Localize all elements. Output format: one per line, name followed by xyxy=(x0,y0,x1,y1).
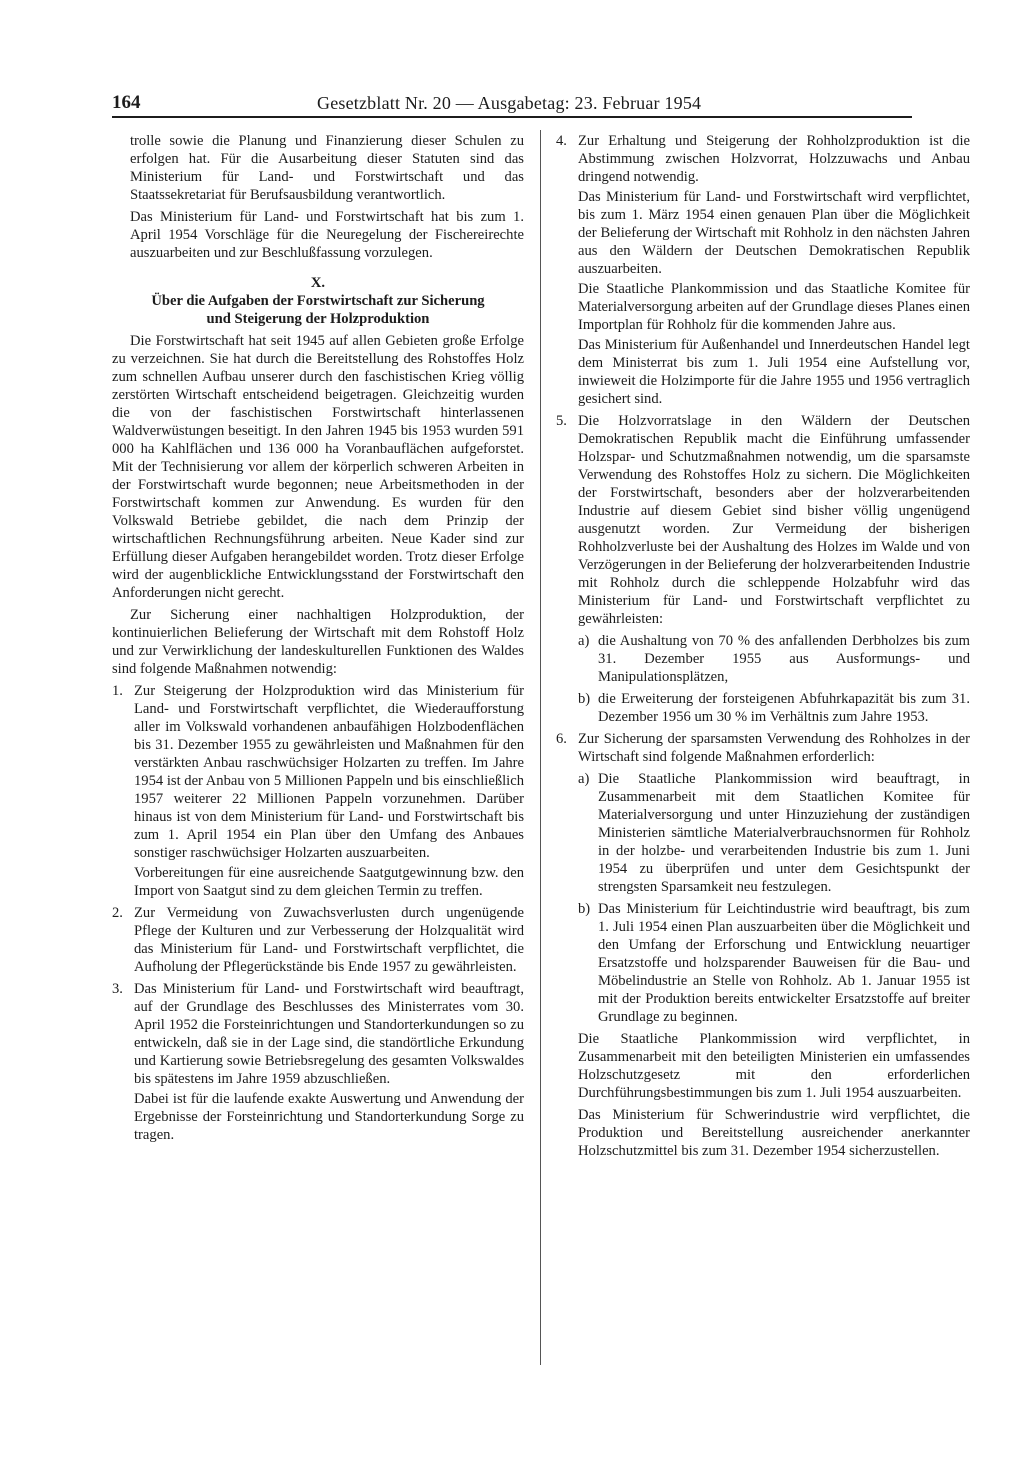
page-header xyxy=(112,86,912,118)
item-text: Das Ministerium für Land- und Forstwirtschaft wird verpflichtet, bis zum 1. März 1954 einen genauen Plan über die Möglichkeit der Belieferung der Wirtschaft mit Rohholz in den nächsten Jahren aus den Wäldern der Deutschen Demokratischen Republik auszuarbeiten. xyxy=(578,189,970,277)
sub-item-label: a) xyxy=(578,771,590,787)
list-item xyxy=(112,980,524,1144)
paragraph: Die Staatliche Plankommission wird verpflichtet, in Zusammenarbeit mit den beteiligten Ministerien ein umfassendes Holzschutzgesetz mit den erforderlichen Durchführungsbestimmungen bis zum 1. Juli 1954 auszuarbeiten. xyxy=(578,1031,970,1101)
item-text: Zur Sicherung der sparsamsten Verwendung des Rohholzes in der Wirtschaft sind folgende Maßnahmen erforderlich: xyxy=(578,731,970,765)
item-number: 2. xyxy=(112,905,123,921)
item-text: Zur Vermeidung von Zuwachsverlusten durch ungenügende Pflege der Kulturen und zur Verbesserung der Holzqualität wird das Ministerium für Land- und Forstwirtschaft verpflichtet, die Aufholung der Pflegerückstände bis Ende 1957 zu gewährleisten. xyxy=(134,905,524,975)
list-item xyxy=(556,132,970,408)
item-text: Die Holzvorratslage in den Wäldern der Deutschen Demokratischen Republik macht die Einführung umfassender Holzspar- und Schutzmaßnahmen notwendig, um die sparsamste Verwendung des Rohstoffes Holz zu sichern. Die Möglichkeiten der Forstwirtschaft, besonders aber der holzverarbeitenden Industrie auf diesem Gebiet sind bisher völlig ungenügend ausgenutzt worden. Zur Vermeidung der bisherigen Rohholzverluste bei der Aushaltung des Holzes im Walde und von Verzögerungen in der Belieferung der holzverarbeitenden Industrie mit Rohholz durch die schleppende Holzabfuhr wird das Ministerium für Land- und Forstwirtschaft verpflichtet zu gewährleisten: xyxy=(578,413,970,627)
paragraph: Die Forstwirtschaft hat seit 1945 auf allen Gebieten große Erfolge zu verzeichnen. Sie hat durch die Bereitstellung des Rohstoffes Holz zum schnellen Aufbau unserer durch den faschistischen Krieg völlig zerstörten Wirtschaft entscheidend beigetragen. Gleichzeitig wurden die von der faschistischen Forstwirtschaft hinterlassenen Waldverwüstungen beseitigt. In den Jahren 1945 bis 1953 wurden 591 000 ha Kahlflächen und 136 000 ha Voranbauflächen aufgeforstet. Mit der Technisierung vor allem der körperlich schweren Arbeiten in der Forstwirtschaft wurde begonnen; neue Arbeitsmethoden in der Forstwirtschaft kommen zur Anwendung. Es wurden für den Volkswald Betriebe gebildet, die nach dem Prinzip der wirtschaftlichen Rechnungsführung arbeiten. Neue Kader sind zur Erfüllung dieser Aufgaben herangebildet worden. Trotz dieser Erfolge wird der augenblickliche Entwicklungsstand der Forstwirtschaft den Anforderungen nicht gerecht. xyxy=(112,333,524,601)
section-number: X. xyxy=(310,275,326,291)
item-text: Vorbereitungen für eine ausreichende Saatgutgewinnung bzw. den Import von Saatgut sind zu dem gleichen Termin zu treffen. xyxy=(134,865,524,899)
list-item xyxy=(556,412,970,628)
section-title-line: Über die Aufgaben der Forstwirtschaft zur Sicherung xyxy=(151,293,485,309)
right-column xyxy=(556,132,970,1372)
gazette-title: Gesetzblatt Nr. 20 — Ausgabetag: 23. Februar 1954 xyxy=(317,93,702,113)
sub-item-label: b) xyxy=(578,691,591,707)
item-number: 6. xyxy=(556,731,567,747)
item-number: 4. xyxy=(556,133,567,149)
sub-item-text: Die Staatliche Plankommission wird beauftragt, in Zusammenarbeit mit dem Staatlichen Komitee für Materialversorgung und unter Hinzuziehung der zuständigen Ministerien sämtliche Materialverbrauchsnormen für Rohholz in der holzbe- und verarbeitenden Industrie bis zum 1. Juni 1954 zu überprüfen und unter dem Gesichtspunkt der strengsten Sparsamkeit neu festzulegen. xyxy=(598,771,970,895)
item-number: 1. xyxy=(112,683,123,699)
item-text: Zur Erhaltung und Steigerung der Rohholzproduktion ist die Abstimmung zwischen Holzvorrat, Holzzuwachs und Anbau dringend notwendig. xyxy=(578,133,970,185)
sub-item xyxy=(556,900,970,1026)
sub-item-text: Das Ministerium für Leichtindustrie wird beauftragt, bis zum 1. Juli 1954 einen Plan auszuarbeiten über die Möglichkeit und den Umfang der Erforschung und Entwicklung neuartiger Ersatzstoffe und holzsparender Bauweisen für die Bau- und Möbelindustrie an Stelle von Rohholz. Ab 1. Januar 1955 ist mit der Produktion bereits entwickelter Ersatzstoffe auf breiter Grundlage zu beginnen. xyxy=(598,901,970,1025)
item-number: 5. xyxy=(556,413,567,429)
section-title-line: und Steigerung der Holzproduktion xyxy=(206,311,430,327)
section-title xyxy=(112,292,524,328)
sub-item-text: die Aushaltung von 70 % des anfallenden Derbholzes bis zum 31. Dezember 1955 aus Ausformungs- und Manipulationsplätzen, xyxy=(598,633,970,685)
item-text: Das Ministerium für Land- und Forstwirtschaft wird beauftragt, auf der Grundlage des Beschlusses des Ministerrates vom 30. April 1952 die Forsteinrichtungen und Standorterkundungen so zu entwickeln, daß sie in der Lage sind, die standörtliche Erkundung und Kartierung sowie Betriebsregelung des gesamten Volkswaldes bis spätestens im Jahre 1959 abzuschließen. xyxy=(134,981,524,1087)
page-number: 164 xyxy=(112,92,141,113)
sub-item xyxy=(556,770,970,896)
list-item xyxy=(556,730,970,766)
paragraph: Das Ministerium für Schwerindustrie wird verpflichtet, die Produktion und Bereitstellung ausreichender anerkannter Holzschutzmittel bis zum 31. Dezember 1954 sicherzustellen. xyxy=(578,1107,970,1159)
item-number: 3. xyxy=(112,981,123,997)
sub-item xyxy=(556,632,970,686)
paragraph: Das Ministerium für Land- und Forstwirtschaft hat bis zum 1. April 1954 Vorschläge für die Neuregelung der Fischereirechte auszuarbeiten und zur Beschlußfassung vorzulegen. xyxy=(130,209,524,261)
list-item xyxy=(112,904,524,976)
column-divider xyxy=(540,130,541,1365)
sub-item xyxy=(556,690,970,726)
paragraph: trolle sowie die Planung und Finanzierung dieser Schulen zu erfolgen hat. Für die Ausarbeitung dieser Statuten sind das Ministerium für Land- und Forstwirtschaft und das Staatssekretariat für Berufsausbildung verantwortlich. xyxy=(130,133,524,203)
left-column xyxy=(112,132,524,1372)
sub-item-label: a) xyxy=(578,633,590,649)
item-text: Zur Steigerung der Holzproduktion wird das Ministerium für Land- und Forstwirtschaft verpflichtet, die Wiederaufforstung aller im Volkswald vorhandenen anbaufähigen Holzbodenflächen bis 31. Dezember 1955 zu gewährleisten und Maßnahmen für den verstärkten Anbau raschwüchsiger Holzarten zu treffen. Im Jahre 1954 ist der Anbau von 5 Millionen Pappeln und bis einschließlich 1957 weiterer 22 Millionen Pappeln vorzunehmen. Darüber hinaus ist von dem Ministerium für Land- und Forstwirtschaft bis zum 1. April 1954 ein Plan über den Umfang des Anbaues sonstiger raschwüchsiger Holzarten auszuarbeiten. xyxy=(134,683,524,861)
item-text: Dabei ist für die laufende exakte Auswertung und Anwendung der Ergebnisse der Forsteinrichtung und Standorterkundung Sorge zu tragen. xyxy=(134,1091,524,1143)
list-item xyxy=(112,682,524,900)
sub-item-text: die Erweiterung der forsteigenen Abfuhrkapazität bis zum 31. Dezember 1956 um 30 % im Verhältnis zum Jahre 1953. xyxy=(598,691,970,725)
sub-item-label: b) xyxy=(578,901,591,917)
paragraph: Zur Sicherung einer nachhaltigen Holzproduktion, der kontinuierlichen Belieferung der Wirtschaft mit dem Rohstoff Holz und zur Verwirklichung der landeskulturellen Funktionen des Waldes sind folgende Maßnahmen notwendig: xyxy=(112,607,524,677)
header-rule xyxy=(112,116,912,118)
item-text: Die Staatliche Plankommission und das Staatliche Komitee für Materialversorgung arbeiten auf der Grundlage dieses Planes einen Importplan für Rohholz für die kommenden Jahre aus. xyxy=(578,281,970,333)
item-text: Das Ministerium für Außenhandel und Innerdeutschen Handel legt dem Ministerrat bis zum 1. Juli 1954 eine Aufstellung vor, inwieweit die Holzimporte für die Jahre 1955 und 1956 vertraglich gesichert sind. xyxy=(578,337,970,407)
